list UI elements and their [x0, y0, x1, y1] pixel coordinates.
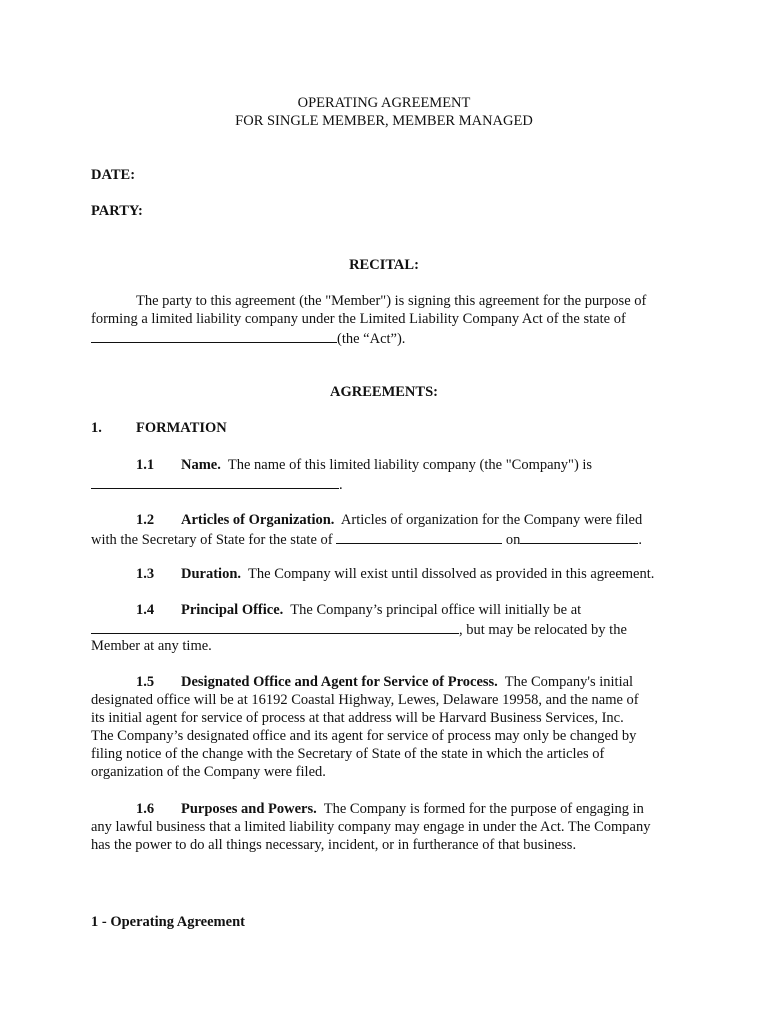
section-1-6-text: The Company is formed for the purpose of engaging in [323, 801, 644, 817]
section-1-5-line5: filing notice of the change with the Secretary of State of the state in which the articles of [91, 746, 605, 762]
section-1-5-text: The Company's initial [504, 674, 634, 690]
section-1-1-number: 1.1 [136, 457, 155, 473]
section-1-6-line3: has the power to do all things necessary, incident, or in furtherance of that business. [91, 837, 577, 853]
act-reference: (the “Act”). [337, 331, 406, 347]
section-1-5-line4: The Company’s designated office and its agent for service of process may only be changed by [91, 728, 637, 744]
section-1-4-title: Principal Office. [181, 602, 284, 618]
section-1-4-text: The Company’s principal office will initially be at [290, 602, 582, 618]
section-1-2-line2 [91, 529, 642, 549]
section-1-5-line2: designated office will be at 16192 Coastal Highway, Lewes, Delaware 19958, and the name of [91, 692, 639, 708]
recital-heading: RECITAL: [349, 257, 419, 273]
section-1-number: 1. [91, 420, 102, 436]
section-1-4-number: 1.4 [136, 602, 155, 618]
section-1-1-line2 [91, 474, 343, 494]
section-1-1-period: . [339, 477, 343, 493]
section-1-2-period: . [638, 532, 642, 548]
section-1-1-title: Name. [181, 457, 221, 473]
section-1-4-line2-suffix: , but may be relocated by the [459, 622, 627, 638]
section-1-4-line3: Member at any time. [91, 638, 212, 654]
date-label: DATE: [91, 167, 136, 183]
section-1-2-line2-prefix: with the Secretary of State for the state of [91, 532, 333, 548]
page-footer: 1 - Operating Agreement [91, 914, 245, 930]
recital-line1: The party to this agreement (the "Member") is signing this agreement for the purpose of [136, 293, 647, 309]
section-1-6-number: 1.6 [136, 801, 155, 817]
section-1-title: FORMATION [136, 420, 227, 436]
section-1-3-title: Duration. [181, 566, 242, 582]
section-1-3-line1 [136, 565, 654, 583]
principal-office-blank-line [91, 619, 459, 634]
section-1-5-title: Designated Office and Agent for Service of Process. [181, 674, 498, 690]
company-name-blank-line [91, 474, 339, 489]
section-1-4-line1 [136, 601, 581, 619]
section-1-3-text: The Company will exist until dissolved as provided in this agreement. [248, 566, 655, 582]
section-1-heading [91, 419, 227, 437]
recital-line2: forming a limited liability company under the Limited Liability Company Act of the state of [91, 311, 626, 327]
section-1-2-on: on [505, 532, 521, 548]
section-1-4-line2 [91, 619, 627, 639]
section-1-3-number: 1.3 [136, 566, 155, 582]
document-title-line1: OPERATING AGREEMENT [297, 95, 471, 111]
state-blank-line [91, 328, 337, 343]
agreements-heading: AGREEMENTS: [330, 384, 438, 400]
section-1-2-number: 1.2 [136, 512, 155, 528]
section-1-1-text: The name of this limited liability company (the "Company") is [227, 457, 593, 473]
filing-state-blank-line [336, 529, 502, 544]
section-1-5-line6: organization of the Company were filed. [91, 764, 326, 780]
section-1-5-number: 1.5 [136, 674, 155, 690]
document-title-line2: FOR SINGLE MEMBER, MEMBER MANAGED [235, 113, 533, 129]
section-1-5-line1 [136, 673, 633, 691]
filing-date-blank-line [520, 529, 638, 544]
party-label: PARTY: [91, 203, 143, 219]
section-1-6-title: Purposes and Powers. [181, 801, 317, 817]
section-1-1-line1 [136, 456, 592, 474]
section-1-2-text: Articles of organization for the Company were filed [340, 512, 643, 528]
section-1-6-line1 [136, 800, 644, 818]
section-1-5-line3: its initial agent for service of process at that address will be Harvard Business Services, Inc. [91, 710, 624, 726]
section-1-6-line2: any lawful business that a limited liability company may engage in under the Act. The Company [91, 819, 651, 835]
recital-line3 [91, 328, 405, 348]
section-1-2-line1 [136, 511, 642, 529]
section-1-2-title: Articles of Organization. [181, 512, 335, 528]
